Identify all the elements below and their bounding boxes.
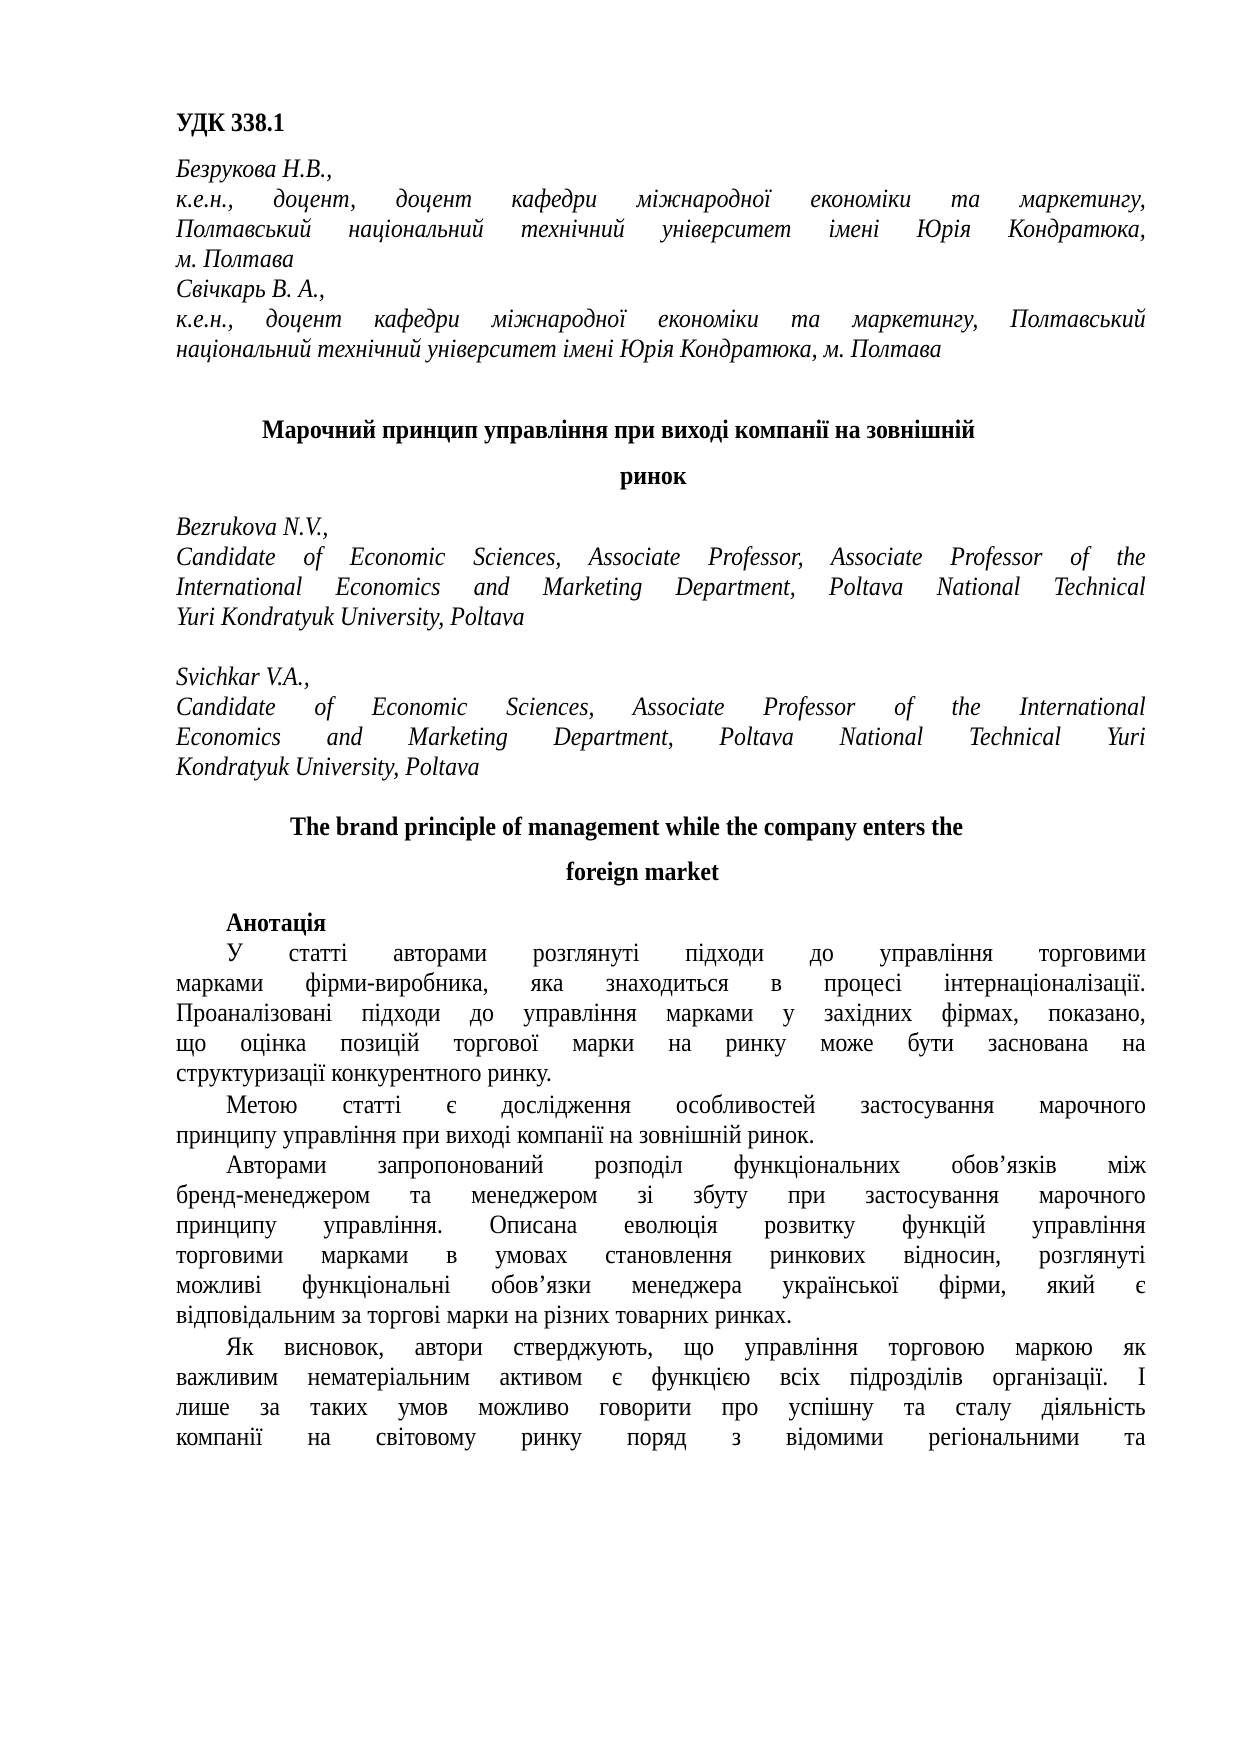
udc-code: УДК 338.1 — [176, 108, 285, 137]
abstract-line: Проаналізовані підходи до управління марками у західних фірмах, показано, — [176, 998, 1146, 1027]
author-ua-2-affiliation-line: к.е.н., доцент кафедри міжнародної економіки та маркетингу, Полтавський — [176, 304, 1146, 333]
title-ua-line: ринок — [620, 461, 687, 490]
abstract-line: бренд-менеджером та менеджером зі збуту при застосування марочного — [176, 1180, 1146, 1209]
author-ua-2-affiliation-line: національний технічний університет імені Юрія Кондратюка, м. Полтава — [176, 334, 942, 363]
author-en-1-affiliation-line: International Economics and Marketing Department, Poltava National Technical — [176, 572, 1146, 601]
abstract-line: важливим нематеріальним активом є функцією всіх підрозділів організації. І — [176, 1362, 1146, 1391]
title-en-line: foreign market — [566, 857, 720, 886]
abstract-line: торговими марками в умовах становлення ринкових відносин, розглянуті — [176, 1240, 1146, 1269]
author-en-2-affiliation-line: Candidate of Economic Sciences, Associate Professor of the International — [176, 692, 1146, 721]
author-en-2-name: Svichkar V.A., — [176, 662, 310, 691]
author-en-2-affiliation-line: Economics and Marketing Department, Poltava National Technical Yuri — [176, 722, 1146, 751]
author-ua-1-affiliation-line: к.е.н., доцент, доцент кафедри міжнародної економіки та маркетингу, — [176, 184, 1146, 213]
abstract-line: принципу управління при виході компанії на зовнішній ринок. — [176, 1120, 815, 1149]
abstract-line: марками фірми-виробника, яка знаходиться в процесі інтернаціоналізації. — [176, 968, 1146, 997]
abstract-line: структуризації конкурентного ринку. — [176, 1058, 552, 1087]
author-ua-2-name: Свічкарь В. А., — [176, 274, 325, 303]
author-en-1-name: Bezrukova N.V., — [176, 512, 329, 541]
abstract-heading: Анотація — [226, 908, 327, 937]
author-en-1-affiliation-line: Candidate of Economic Sciences, Associate Professor, Associate Professor of the — [176, 542, 1146, 571]
author-en-2-affiliation-line: Kondratyuk University, Poltava — [176, 752, 480, 781]
abstract-line: що оцінка позицій торгової марки на ринку може бути заснована на — [176, 1028, 1146, 1057]
title-ua-line: Марочний принцип управління при виході компанії на зовнішній — [262, 415, 976, 444]
author-ua-1-affiliation-line: м. Полтава — [176, 244, 295, 273]
abstract-line: лише за таких умов можливо говорити про успішну та сталу діяльність — [176, 1392, 1146, 1421]
abstract-line: У статті авторами розглянуті підходи до управління торговими — [226, 938, 1146, 967]
abstract-line: Як висновок, автори стверджують, що управління торговою маркою як — [226, 1332, 1146, 1361]
abstract-line: принципу управління. Описана еволюція розвитку функцій управління — [176, 1210, 1146, 1239]
abstract-line: можливі функціональні обов’язки менеджера української фірми, який є — [176, 1270, 1146, 1299]
title-en-line: The brand principle of management while the company enters the — [290, 812, 964, 841]
abstract-line: відповідальним за торгові марки на різних товарних ринках. — [176, 1300, 793, 1329]
abstract-line: Авторами запропонований розподіл функціональних обов’язків між — [226, 1150, 1146, 1179]
abstract-line: Метою статті є дослідження особливостей застосування марочного — [226, 1090, 1146, 1119]
abstract-line: компанії на світовому ринку поряд з відомими регіональними та — [176, 1422, 1146, 1451]
author-en-1-affiliation-line: Yuri Kondratyuk University, Poltava — [176, 602, 525, 631]
author-ua-1-name: Безрукова Н.В., — [176, 154, 333, 183]
author-ua-1-affiliation-line: Полтавський національний технічний університет імені Юрія Кондратюка, — [176, 214, 1146, 243]
